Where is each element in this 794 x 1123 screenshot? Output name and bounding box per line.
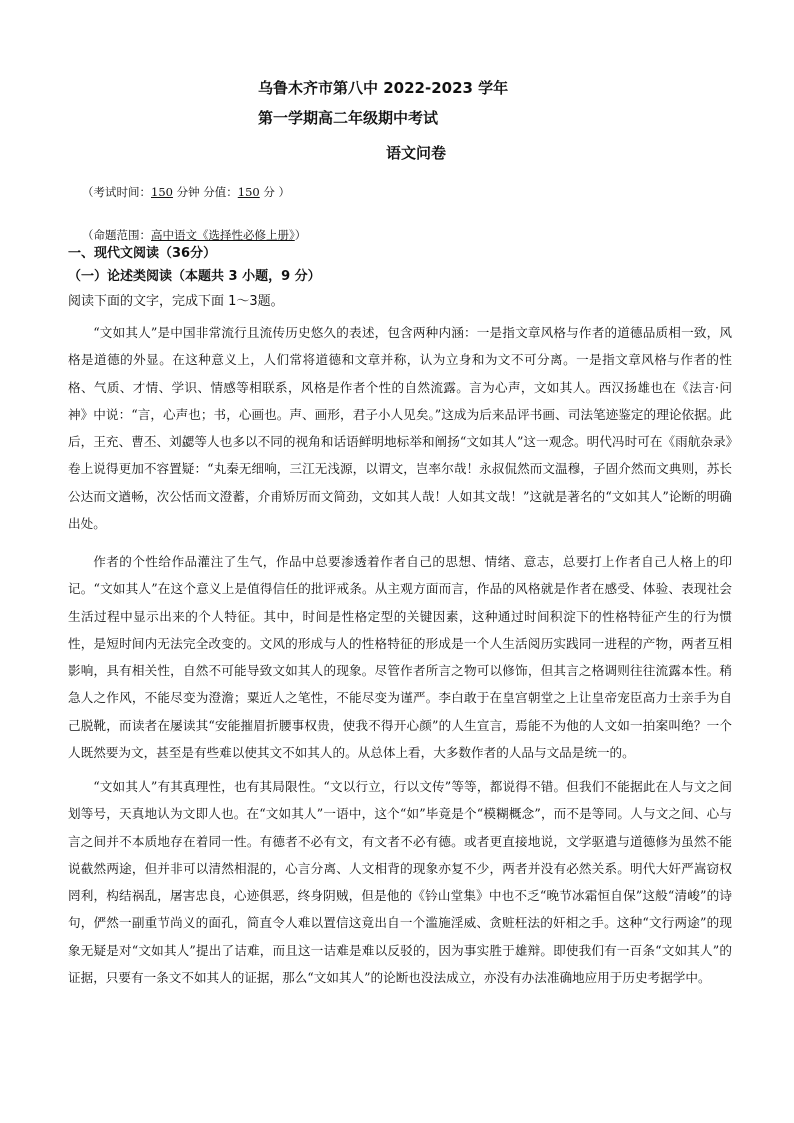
subject-title: 语文问卷: [386, 144, 447, 162]
section-heading: 一、现代文阅读（36分）: [68, 246, 217, 261]
exam-time-score: [82, 184, 290, 200]
scope-label: （命题范围：: [82, 228, 151, 242]
scope-value: 高中语文《选择性必修上册》: [151, 228, 295, 242]
scope-end: ）: [294, 228, 307, 242]
subsection-heading: （一）论述类阅读（本题共 3 小题，9 分）: [68, 269, 321, 284]
time-value: 150: [151, 185, 173, 199]
score-value: 150: [237, 185, 260, 199]
exam-title: 第一学期高二年级期中考试: [258, 109, 439, 127]
reading-instruction: 阅读下面的文字，完成下面 1～3题。: [68, 294, 284, 309]
passage-paragraph-3: “文如其人”有其真理性，也有其局限性。“文以行立，行以文传”等等，都说得不错。但我们不能据此在人与文之间划等号，天真地认为文即人也。在“文如其人”一语中，这个“如”毕竟是个“模糊概念”，而不是等同。人与文之间、心与言之间并不本质地存在着同一性。有德者不必有文，有文者不必有德。或者更直接地说，文学驱遣与道德修为虽然不能说截然两途，但并非可以清然相混的，心言分离、人文相背的现象亦复不少，两者并没有必然关系。明代大奸严嵩窃权罔利，构结祸乱，屠害忠良，心迹俱恶，终身阴贼，但是他的《钤山堂集》中也不乏“晚节冰霜恒自保”这般“清峻”的诗句，俨然一副重节尚义的面孔，简直令人难以置信这竟出自一个滥施淫威、贪赃枉法的奸相之手。这种“文行两途”的现象无疑是对“文如其人”提出了诘难，而且这一诘难是难以反驳的，因为事实胜于雄辩。即使我们有一百条“文如其人”的证据，只要有一条文不如其人的证据，那么“文如其人”的论断也没法成立，亦没有办法准确地应用于历史考据学中。: [68, 779, 732, 986]
time-unit: 分钟 分值：: [172, 185, 238, 199]
passage-paragraph-2: 作者的个性给作品灌注了生气，作品中总要渗透着作者自己的思想、情绪、意志，总要打上作者自己人格上的印记。“文如其人”在这个意义上是值得信任的批评戒条。从主观方面而言，作品的风格就是作者在感受、体验、表现社会生活过程中显示出来的个人特征。其中，时间是性格定型的关键因素，这种通过时间积淀下的性格特征产生的行为惯性，是短时间内无法完全改变的。文风的形成与人的性格特征的形成是一个人生活阅历实践同一进程的产物，两者互相影响，具有相关性，自然不可能导致文如其人的现象。尽管作者所言之物可以修饰，但其言之格调则往往流露本性。稍急人之作风，不能尽变为澄澹；粟近人之笔性，不能尽变为谨严。李白敢于在皇宫朝堂之上让皇帝宠臣高力士亲手为自己脱靴，而读者在屡读其“安能摧眉折腰事权贵，使我不得开心颜”的人生宣言，焉能不为他的人文如一拍案叫绝？一个人既然要为文，甚至是有些难以使其文不如其人的。从总体上看，大多数作者的人品与文品是统一的。: [68, 554, 732, 761]
passage-paragraph-1: “文如其人”是中国非常流行且流传历史悠久的表述，包含两种内涵：一是指文章风格与作者的道德品质相一致，风格是道德的外显。在这种意义上，人们常将道德和文章并称，认为立身和为文不可分离。一是指文章风格与作者的性格、气质、才情、学识、情感等相联系，风格是作者个性的自然流露。言为心声，文如其人。西汉扬雄也在《法言·问神》中说：“言，心声也；书，心画也。声、画形，君子小人见矣。”这成为后来品评书画、司法笔迹鉴定的理论依据。此后，王充、曹丕、刘勰等人也多以不同的视角和话语鲜明地标举和阐扬“文如其人”这一观念。明代冯时可在《雨航杂录》卷上说得更加不容置疑：“丸秦无细响，三江无浅源，以谓文，岂率尔哉！永叔侃然而文温穆，子固介然而文典则，苏长公达而文遒畅，次公恬而文澄蓄，介甫矫厉而文简劲，文如其人哉！人如其文哉！”这就是著名的“文如其人”论断的明确出处。: [68, 325, 732, 532]
time-label: （考试时间：: [82, 185, 151, 199]
exam-scope: [82, 227, 306, 243]
school-year-title: 乌鲁木齐市第八中 2022-2023 学年: [258, 79, 509, 97]
score-unit: 分 ）: [259, 185, 291, 199]
